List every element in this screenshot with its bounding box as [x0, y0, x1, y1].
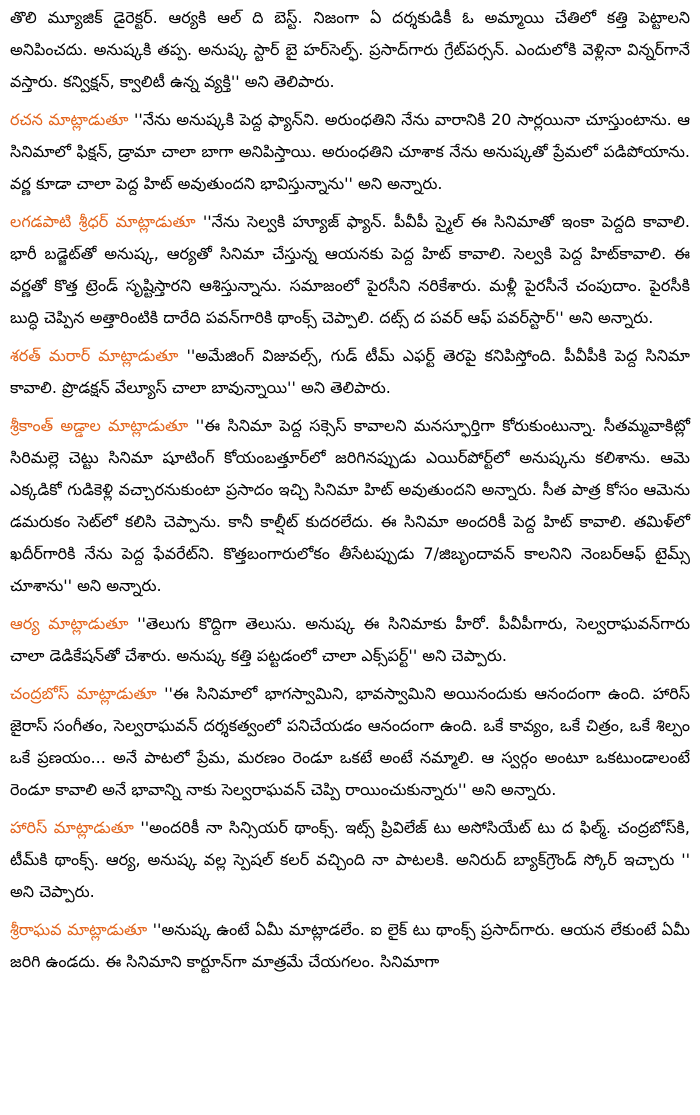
article-paragraph: [10, 340, 690, 404]
speaker-name: శ్రీకాంత్ అడ్డాల మాట్లాడుతూ: [10, 416, 189, 435]
speaker-name: ఆర్య మాట్లాడుతూ: [10, 614, 129, 633]
article-paragraph: [10, 914, 690, 978]
article-paragraph: [10, 812, 690, 908]
article-paragraph: [10, 410, 690, 602]
speaker-name: రచన మాట్లాడుతూ: [10, 110, 129, 129]
article-paragraph: [10, 2, 690, 98]
paragraph-text: ''తెలుగు కొద్దిగా తెలుసు. అనుష్క ఈ సినిమాకు హీరో. పీవీపీగారు, సెల్వరాఘవన్‌గారు చాలా డెడికేషన్‌తో చేశారు. అనుష్క కత్తి పట్టడంలో చాలా ఎక్స్‌పర్ట్'' అని చెప్పారు.: [10, 614, 691, 665]
speaker-name: లగడపాటి శ్రీధర్ మాట్లాడుతూ: [10, 212, 196, 231]
paragraph-text: ''ఈ సినిమాలో భాగస్వామిని, భావస్వామిని అయినందుకు ఆనందంగా ఉంది. హారిస్ జైరాస్ సంగీతం, సెల్వరాఘవన్ దర్శకత్వంలో పనిచేయడం ఆనందంగా ఉంది. ఒకే కావ్యం, ఒకే చిత్రం, ఒకే శిల్పం ఒకే ప్రణయం... అనే పాటలో ప్రేమ, మరణం రెండూ ఒకటే అంటే నమ్మాలి. ఆ స్వర్గం అంటూ ఒకటుండాలంటే రెండూ కావాలి అనే భావాన్ని నాకు సెల్వరాఘవన్ చెప్పి రాయించుకున్నారు'' అని అన్నారు.: [10, 684, 690, 799]
paragraph-text: ''అందరికీ నా సిన్సియర్ థాంక్స్. ఇట్స్ ప్రివిలేజ్ టు అసోసియేట్ టు ద ఫిల్మ్. చంద్రబోస్‌కి, టీమ్‌కి థాంక్స్. ఆర్య, అనుష్క వల్ల స్పెషల్ కలర్ వచ్చింది నా పాటలకి. అనిరుద్ బ్యాక్‌గ్రౌండ్ స్కోర్ ఇచ్చారు '' అని చెప్పారు.: [10, 818, 690, 901]
speaker-name: చంద్రబోస్ మాట్లాడుతూ: [10, 684, 157, 703]
paragraph-text: ''నేను సెల్వకి హ్యూజ్ ఫ్యాన్. పీవీపీ స్మైల్ ఈ సినిమాతో ఇంకా పెద్దది కావాలి. భారీ బడ్జెట్‌తో అనుష్క, ఆర్యతో సినిమా చేస్తున్న ఆయనకు పెద్ద హిట్ కావాలి. సెల్వకి పెద్ద హిట్‌కావాలి. ఈ వర్ణతో కొత్త ట్రెండ్ సృష్టిస్తారని ఆశిస్తున్నాను. సమాజంలో పైరసీని నరికేశారు. మళ్లీ పైరసీనే చంపుదాం. పైరసీకి బుద్ధి చెప్పిన అత్తారింటికి దారేది పవన్‌గారికి థాంక్స్ చెప్పాలి. దట్స్ ద పవర్ ఆఫ్ పవర్‌స్టార్'' అని అన్నారు.: [10, 212, 690, 327]
article-paragraph: [10, 608, 690, 672]
speaker-name: శ్రీరాఘవ మాట్లాడుతూ: [10, 920, 148, 939]
article-paragraph: [10, 678, 690, 806]
paragraph-text: ''నేను అనుష్కకి పెద్ద ఫ్యాన్‌ని. అరుంధతిని నేను వారానికి 20 సార్లయినా చూస్తుంటాను. ఆ సినిమాలో ఫిక్షన్, డ్రామా చాలా బాగా అనిపిస్తాయి. అరుంధతిని చూశాక నేను అనుష్కతో ప్రేమలో పడిపోయాను. వర్ణ కూడా చాలా పెద్ద హిట్ అవుతుందని భావిస్తున్నాను'' అని అన్నారు.: [10, 110, 691, 193]
article-paragraph: [10, 206, 690, 334]
paragraph-text: తొలి మ్యూజిక్ డైరెక్టర్. ఆర్యకి ఆల్ ది బెస్ట్. నిజంగా ఏ దర్శకుడికీ ఓ అమ్మాయి చేతిలో కత్తి పెట్టాలని అనిపించదు. అనుష్కకి తప్ప. అనుష్క స్టార్ బై హర్‌సెల్ఫ్. ప్రసాద్‌గారు గ్రేట్‌పర్సన్. ఎందులోకి వెళ్లినా విన్నర్‌గానే వస్తారు. కన్విక్షన్, క్వాలిటీ ఉన్న వ్యక్తి'' అని తెలిపారు.: [10, 8, 690, 91]
article-paragraph: [10, 104, 690, 200]
speaker-name: హారిస్ మాట్లాడుతూ: [10, 818, 134, 837]
paragraph-text: ''ఈ సినిమా పెద్ద సక్సెస్ కావాలని మనస్ఫూర్తిగా కోరుకుంటున్నా. సీతమ్మవాకిట్లో సిరిమల్లె చెట్టు సినిమా షూటింగ్ కోయంబత్తూర్‌లో జరిగినప్పుడు ఎయిర్‌పోర్ట్‌లో అనుష్కను కలిశాను. ఆమె ఎక్కడికో గుడికెళ్లి వచ్చారనుకుంటా ప్రసాదం ఇచ్చి సినిమా హిట్ అవుతుందని అన్నారు. సీత పాత్ర కోసం ఆమెను డమరుకం సెట్‌లో కలిసి చెప్పాను. కానీ కాల్షీట్ కుదరలేదు. ఈ సినిమా అందరికీ పెద్ద హిట్ కావాలి. తమిళ్‌లో ఖదీర్‌గారికి నేను పెద్ద ఫేవరేట్‌ని. కొత్తబంగారులోకం తీసేటప్పుడు 7/జిబృందావన్ కాలనిని నెంబర్‌ఆఫ్ టైమ్స్ చూశాను'' అని అన్నారు.: [10, 416, 690, 595]
paragraph-text: ''అనుష్క ఉంటే ఏమీ మాట్లాడలేం. ఐ లైక్ టు థాంక్స్ ప్రసాద్‌గారు. ఆయన లేకుంటే ఏమీ జరిగి ఉండదు. ఈ సినిమాని కార్టూన్‌గా మాత్రమే చేయగలం. సినిమాగా: [10, 920, 690, 971]
paragraph-text: ''అమేజింగ్ విజువల్స్, గుడ్ టీమ్ ఎఫర్ట్ తెరపై కనిపిస్తోంది. పీవీపీకి పెద్ద సినిమా కావాలి. ప్రొడక్షన్ వేల్యూస్ చాలా బావున్నాయి'' అని తెలిపారు.: [10, 346, 690, 397]
speaker-name: శరత్ మరార్ మాట్లాడుతూ: [10, 346, 179, 365]
